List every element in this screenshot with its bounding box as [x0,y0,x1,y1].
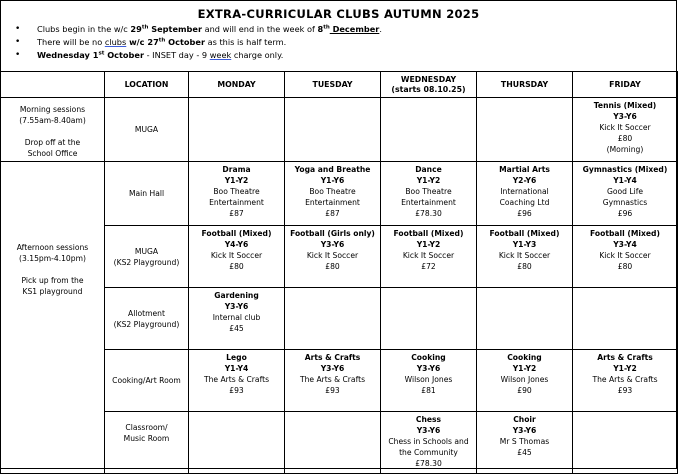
empty-cell [189,412,285,474]
club-tennis-mixed: Tennis (Mixed) Y3-Y6 Kick It Soccer £80 (Morning) [573,98,678,162]
location-allotment: Allotment (KS2 Playground) [105,288,189,350]
empty-cell [573,412,678,474]
club-drama: Drama Y1-Y2 Boo Theatre Entertainment £87 [189,162,285,226]
club-arts-crafts-friday: Arts & Crafts Y1-Y2 The Arts & Crafts £93 [573,350,678,412]
club-chess: Chess Y3-Y6 Chess in Schools and the Community £78.30 [381,412,477,474]
club-arts-crafts-tuesday: Arts & Crafts Y3-Y6 The Arts & Crafts £93 [285,350,381,412]
location-muga: MUGA (KS2 Playground) [105,226,189,288]
club-football-mixed-thursday: Football (Mixed) Y1-Y3 Kick It Soccer £80 [477,226,573,288]
empty-cell [285,98,381,162]
empty-cell [477,288,573,350]
club-football-mixed-wednesday: Football (Mixed) Y1-Y2 Kick It Soccer £72 [381,226,477,288]
empty-cell [285,288,381,350]
empty-cell [381,288,477,350]
club-lego: Lego Y1-Y4 The Arts & Crafts £93 [189,350,285,412]
empty-cell [477,98,573,162]
note-inset-day: • Wednesday 1st October - INSET day - 9 week charge only. [1,49,676,62]
location-muga-morning: MUGA [105,98,189,162]
empty-cell [381,98,477,162]
notes-list [1,23,676,62]
club-football-girls: Football (Girls only) Y3-Y6 Kick It Soccer £80 [285,226,381,288]
empty-cell [573,288,678,350]
note-half-term: • There will be no clubs w/c 27th October as this is half term. [1,36,676,49]
empty-cell [285,412,381,474]
location-cooking-art-room: Cooking/Art Room [105,350,189,412]
header-session-blank [1,72,105,98]
afternoon-session-cell: Afternoon sessions (3.15pm-4.10pm) Pick up from the KS1 playground [1,162,105,474]
club-choir: Choir Y3-Y6 Mr S Thomas £45 [477,412,573,474]
club-football-mixed-friday: Football (Mixed) Y3-Y4 Kick It Soccer £80 [573,226,678,288]
club-gymnastics-mixed: Gymnastics (Mixed) Y1-Y4 Good Life Gymnastics £96 [573,162,678,226]
location-main-hall: Main Hall [105,162,189,226]
club-gardening: Gardening Y3-Y6 Internal club £45 [189,288,285,350]
header-location: LOCATION [105,72,189,98]
header-monday: MONDAY [189,72,285,98]
header-thursday: THURSDAY [477,72,573,98]
empty-cell [189,98,285,162]
club-cooking-thursday: Cooking Y1-Y2 Wilson Jones £90 [477,350,573,412]
location-classroom-music-room: Classroom/ Music Room [105,412,189,474]
header-friday: FRIDAY [573,72,678,98]
main-hall-row [1,162,678,226]
note-start-end: • Clubs begin in the w/c 29th September and will end in the week of 8th December. [1,23,676,36]
header-tuesday: TUESDAY [285,72,381,98]
club-martial-arts: Martial Arts Y2-Y6 International Coaching Ltd £96 [477,162,573,226]
morning-session-cell: Morning sessions (7.55am-8.40am) Drop off at the School Office [1,98,105,162]
club-dance: Dance Y1-Y2 Boo Theatre Entertainment £78.30 [381,162,477,226]
header-wednesday: WEDNESDAY (starts 08.10.25) [381,72,477,98]
header-row [1,72,678,98]
club-football-mixed-monday: Football (Mixed) Y4-Y6 Kick It Soccer £80 [189,226,285,288]
club-yoga-and-breathe: Yoga and Breathe Y1-Y6 Boo Theatre Entertainment £87 [285,162,381,226]
club-cooking-wednesday: Cooking Y3-Y6 Wilson Jones £81 [381,350,477,412]
document-title: EXTRA-CURRICULAR CLUBS AUTUMN 2025 [197,7,480,21]
clubs-timetable [0,71,678,474]
morning-row [1,98,678,162]
